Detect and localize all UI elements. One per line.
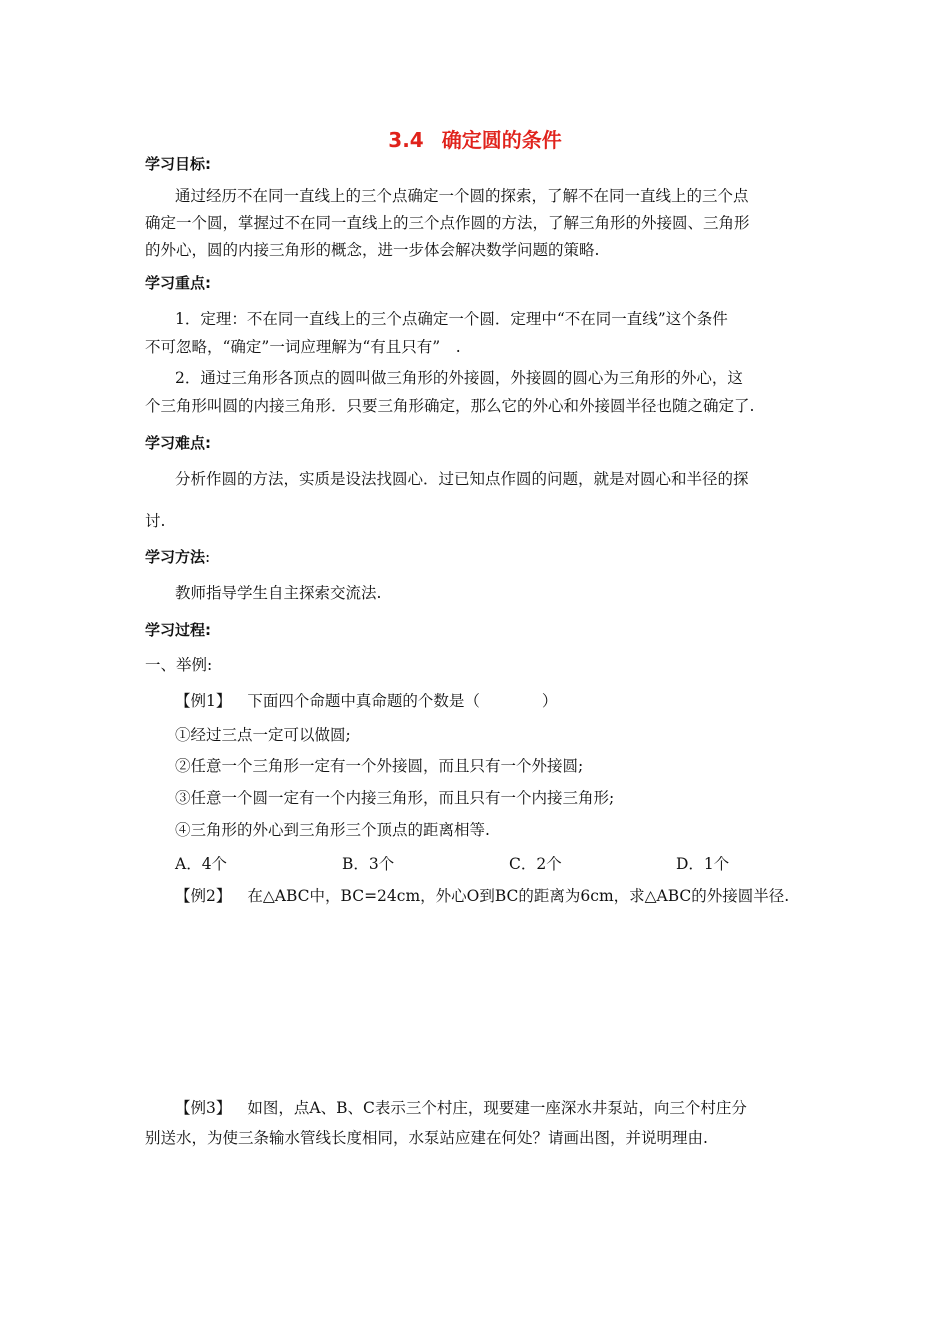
example2-question: [175, 886, 845, 906]
part-one-heading: 一、举例:: [145, 656, 213, 674]
process-heading: 学习过程:: [145, 621, 211, 639]
section-number: 3.4: [388, 128, 424, 152]
example1-question: [175, 691, 845, 711]
example2-text: 在△ABC中，BC=24cm，外心O到BC的距离为6cm，求△ABC的外接圆半径.: [247, 887, 790, 905]
option-b: B．3个: [342, 855, 395, 873]
goals-line-1: 通过经历不在同一直线上的三个点确定一个圆的探索，了解不在同一直线上的三个点: [175, 187, 749, 205]
goals-heading: 学习目标:: [145, 155, 211, 173]
option-a: A．4个: [175, 855, 228, 873]
method-text: 教师指导学生自主探索交流法.: [175, 584, 382, 602]
goals-line-3: 的外心，圆的内接三角形的概念，进一步体会解决数学问题的策略.: [145, 241, 600, 259]
goals-line-2: 确定一个圆，掌握过不在同一直线上的三个点作圆的方法，了解三角形的外接圆、三角形: [145, 214, 750, 232]
example2-label: 【例2】: [175, 887, 232, 905]
option-d: D．1个: [676, 855, 730, 873]
example1-item-1: ①经过三点一定可以做圆;: [175, 726, 351, 744]
page-title: [0, 124, 950, 153]
method-heading: 学习方法: [145, 548, 206, 566]
title-text: 确定圆的条件: [441, 128, 562, 152]
example1-label: 【例1】: [175, 692, 232, 710]
example1-item-2: ②任意一个三角形一定有一个外接圆，而且只有一个外接圆;: [175, 757, 584, 775]
example3-label: 【例3】: [175, 1099, 232, 1117]
key-line-2: 不可忽略，“确定”一词应理解为“有且只有” .: [145, 338, 461, 356]
example3-line-2: 别送水，为使三条输水管线长度相同，水泵站应建在何处？请画出图，并说明理由.: [145, 1129, 708, 1147]
example1-options: [175, 854, 845, 874]
difficulty-heading: 学习难点:: [145, 434, 211, 452]
key-heading: 学习重点:: [145, 274, 211, 292]
example1-item-3: ③任意一个圆一定有一个内接三角形，而且只有一个内接三角形;: [175, 789, 615, 807]
method-colon: :: [205, 548, 211, 566]
example1-question-after: ）: [541, 692, 558, 710]
example1-question-before: 下面四个命题中真命题的个数是（: [247, 692, 480, 710]
key-line-3: 2．通过三角形各顶点的圆叫做三角形的外接圆，外接圆的圆心为三角形的外心，这: [175, 369, 743, 387]
key-line-1: 1．定理：不在同一直线上的三个点确定一个圆．定理中“不在同一直线”这个条件: [175, 310, 728, 328]
difficulty-line-1: 分析作圆的方法，实质是设法找圆心．过已知点作圆的问题，就是对圆心和半径的探: [175, 470, 749, 488]
method-heading-row: [145, 547, 815, 567]
option-c: C．2个: [509, 855, 562, 873]
key-line-4: 个三角形叫圆的内接三角形．只要三角形确定，那么它的外心和外接圆半径也随之确定了.: [145, 397, 755, 415]
difficulty-line-2: 讨.: [145, 512, 166, 530]
example1-item-4: ④三角形的外心到三角形三个顶点的距离相等.: [175, 821, 490, 839]
example3-line-1: [175, 1098, 845, 1118]
example3-text-1: 如图，点A、B、C表示三个村庄，现要建一座深水井泵站，向三个村庄分: [247, 1099, 747, 1117]
